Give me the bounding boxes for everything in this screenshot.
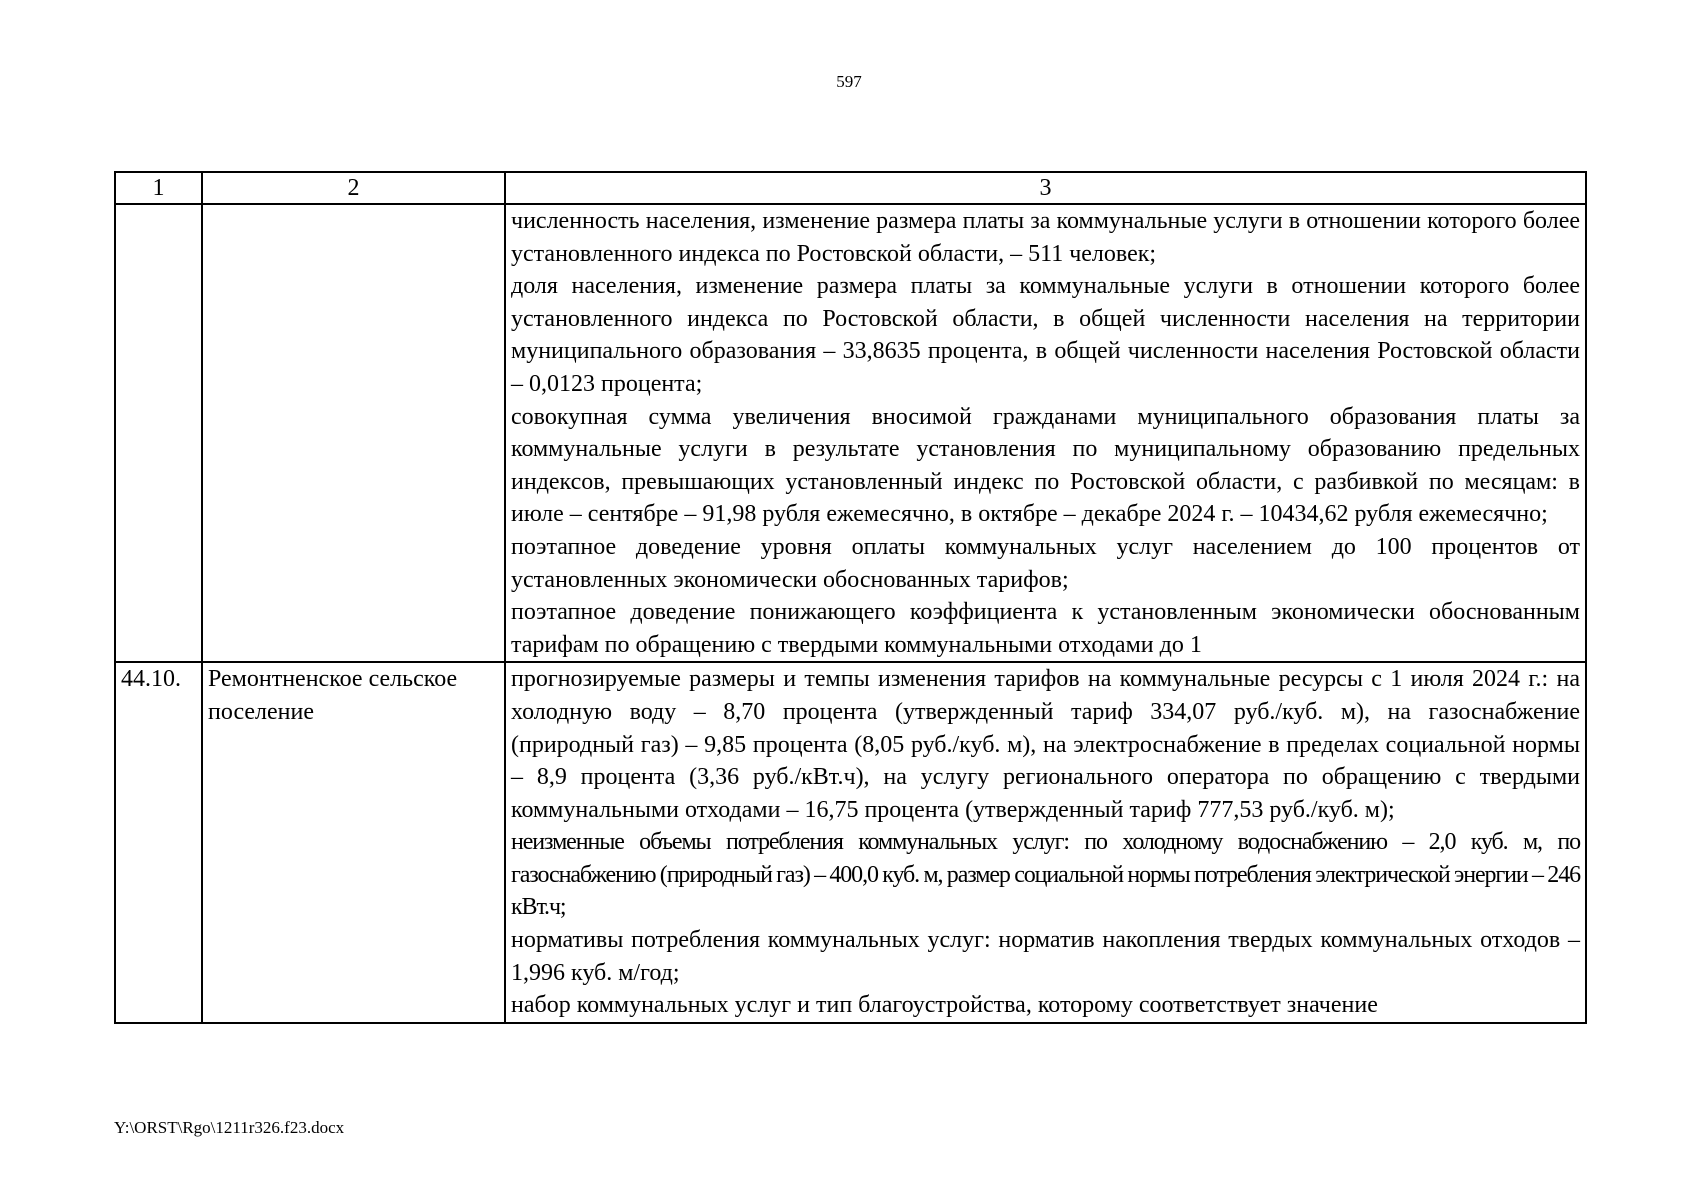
column-header-2: 2 — [202, 172, 505, 204]
paragraph: набор коммунальных услуг и тип благоустройства, которому соответствует значение — [511, 992, 1378, 1019]
file-path-footer: Y:\ORST\Rgo\1211r326.f23.docx — [114, 1118, 345, 1137]
settlement-name-cell — [202, 204, 505, 662]
column-header-3: 3 — [505, 172, 1586, 204]
paragraph: доля населения, изменение размера платы за коммунальные услуги в отношении которого более установленного индекса по Ростовской области, в общей численности населения на территории муниципального образования – 33,8635 процента, в общей численности населения Ростовской области – 0,0123 процента; — [511, 273, 1580, 397]
paragraph: нормативы потребления коммунальных услуг: норматив накопления твердых коммунальных отходов – 1,996 куб. м/год; — [511, 927, 1580, 986]
paragraph: поэтапное доведение уровня оплаты коммунальных услуг населением до 100 процентов от установленных экономически обоснованных тарифов; — [511, 533, 1580, 593]
paragraph: прогнозируемые размеры и темпы изменения тарифов на коммунальные ресурсы с 1 июля 2024 г.: на холодную воду – 8,70 процента (утвержденный тариф 334,07 руб./куб. м), на газоснабжение (природный газ) – 9,85 процента (8,05 руб./куб. м), на электроснабжение в пределах социальной нормы – 8,9 процента (3,36 руб./кВт.ч), на услугу регионального оператора по обращению с твердыми коммунальными отходами – 16,75 процента (утвержденный тариф 777,53 руб./куб. м); — [511, 666, 1580, 823]
tariff-table — [114, 171, 1587, 1024]
description-cell — [505, 204, 1586, 662]
table-header-row — [115, 172, 1586, 204]
paragraph: численность населения, изменение размера платы за коммунальные услуги в отношении которого более установленного индекса по Ростовской области, – 511 человек; — [511, 208, 1580, 267]
table-row — [115, 204, 1586, 662]
column-header-1: 1 — [115, 172, 202, 204]
paragraph: поэтапное доведение понижающего коэффициента к установленным экономически обоснованным тарифам по обращению с твердыми коммунальными отходами до 1 — [511, 599, 1580, 658]
table-row — [115, 662, 1586, 1023]
page-number: 597 — [836, 72, 862, 91]
row-number-cell: 44.10. — [115, 662, 202, 1023]
description-cell — [505, 662, 1586, 1023]
row-number-cell — [115, 204, 202, 662]
paragraph: совокупная сумма увеличения вносимой гражданами муниципального образования платы за коммунальные услуги в результате установления по муниципальному образованию предельных индексов, превышающих установленный индекс по Ростовской области, с разбивкой по месяцам: в июле – сентябре – 91,98 рубля ежемесячно, в октябре – декабре 2024 г. – 10434,62 рубля ежемесячно; — [511, 403, 1580, 528]
settlement-name-cell: Ремонтненское сельское поселение — [202, 662, 505, 1023]
paragraph: неизменные объемы потребления коммунальных услуг: по холодному водоснабжению – 2,0 куб. м, по газоснабжению (природный газ) – 400,0 куб. м, размер социальной нормы потребления электрической энергии – 246 кВт.ч; — [511, 829, 1580, 921]
